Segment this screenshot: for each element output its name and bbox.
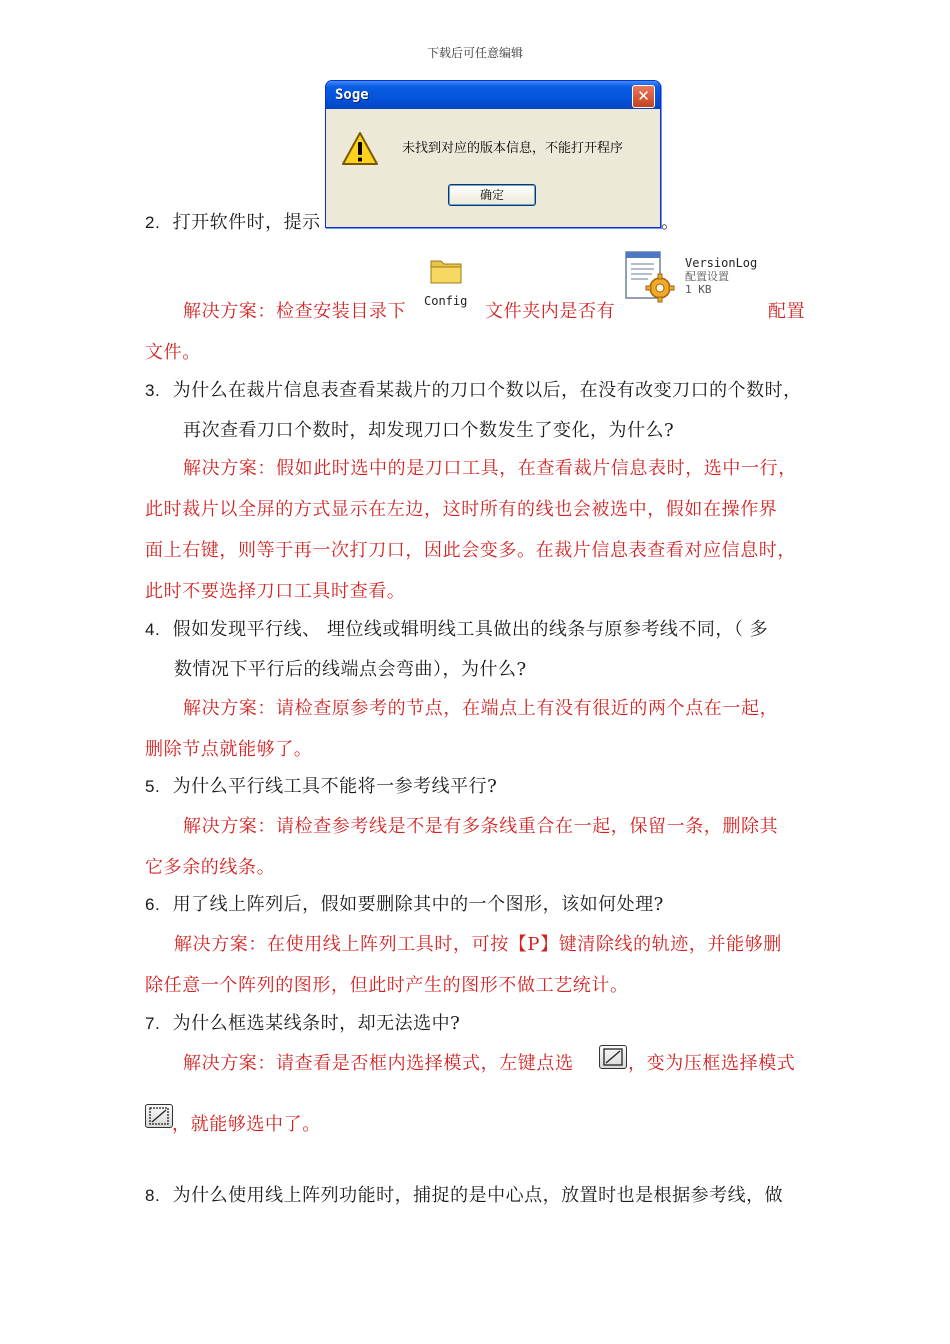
question-5 <box>145 772 497 798</box>
answer-3-line3: 面上右键，则等于再一次打刀口，因此会变多。在裁片信息表查看对应信息时， <box>145 540 796 561</box>
box-select-icon <box>599 1045 627 1069</box>
question-3 <box>145 376 802 402</box>
question-3-line2: 再次查看刀口个数时，却发现刀口个数发生了变化，为什么? <box>183 420 675 441</box>
question-text: 为什么使用线上阵列功能时，捕捉的是中心点，放置时也是根据参考线，做 <box>172 1185 784 1206</box>
box-select-tool <box>599 1045 627 1073</box>
versionlog-file <box>622 250 676 310</box>
folder-icon <box>428 254 464 286</box>
dialog-titlebar <box>326 81 660 109</box>
question-number: 8. <box>145 1186 161 1205</box>
warning-icon <box>341 131 379 167</box>
answer-4-line2: 删除节点就能够了。 <box>145 739 313 760</box>
question-text: 为什么平行线工具不能将一参考线平行? <box>172 776 498 797</box>
answer-7-part1: 解决方案：请查看是否框内选择模式，左键点选 <box>183 1053 574 1074</box>
question-number: 6. <box>145 895 161 914</box>
question-4 <box>145 615 768 641</box>
answer-2-part1: 解决方案：检查安装目录下 <box>183 301 407 322</box>
answer-3-line2: 此时裁片以全屏的方式显示在左边，这时所有的线也会被选中，假如在操作界 <box>145 499 778 520</box>
question-number: 7. <box>145 1014 161 1033</box>
crossing-select-tool <box>145 1104 173 1132</box>
question-8 <box>145 1181 783 1207</box>
question-text: 为什么在裁片信息表查看某裁片的刀口个数以后，在没有改变刀口的个数时， <box>172 380 802 401</box>
question-7 <box>145 1009 460 1035</box>
crossing-select-icon <box>145 1104 173 1128</box>
ok-button[interactable]: 确定 <box>448 184 536 206</box>
dialog-body <box>326 109 660 227</box>
file-size: 1 KB <box>685 283 712 296</box>
answer-3-line4: 此时不要选择刀口工具时查看。 <box>145 581 406 602</box>
answer-5-line2: 它多余的线条。 <box>145 857 276 878</box>
answer-7-part2: ，变为压框选择模式 <box>628 1053 796 1074</box>
answer-6-line2: 除任意一个阵列的图形，但此时产生的图形不做工艺统计。 <box>145 975 629 996</box>
answer-2-part3: 配置 <box>768 301 806 322</box>
question-number: 5. <box>145 777 161 796</box>
question-number: 4. <box>145 620 161 639</box>
question-text: 打开软件时，提示 <box>172 212 321 233</box>
file-details <box>685 257 757 296</box>
error-dialog <box>325 80 661 228</box>
dialog-message: 未找到对应的版本信息，不能打开程序 <box>402 141 624 156</box>
answer-4-line1: 解决方案：请检查原参考的节点，在端点上有没有很近的两个点在一起， <box>183 698 779 719</box>
page-header: 下载后可任意编辑 <box>426 46 523 60</box>
answer-2-part2: 文件夹内是否有 <box>485 301 616 322</box>
question-text: 为什么框选某线条时，却无法选中? <box>172 1013 461 1034</box>
answer-5-line1: 解决方案：请检查参考线是不是有多条线重合在一起，保留一条，删除其 <box>183 816 779 837</box>
question-text: 假如发现平行线、 埋位线或辑明线工具做出的线条与原参考线不同，（ 多 <box>172 619 769 640</box>
question-number: 2. <box>145 213 161 232</box>
answer-7-part3: ，就能够选中了。 <box>172 1114 321 1135</box>
close-button[interactable]: ✕ <box>632 85 655 108</box>
question-2 <box>145 208 321 234</box>
question-2-end: 。 <box>661 212 680 233</box>
question-number: 3. <box>145 381 161 400</box>
folder-label: Config <box>424 294 468 308</box>
question-4-line2: 数情况下平行后的线端点会弯曲），为什么? <box>174 659 527 680</box>
file-name: VersionLog <box>685 256 758 270</box>
dialog-title: Soge <box>335 87 369 103</box>
answer-3-line1: 解决方案：假如此时选中的是刀口工具，在查看裁片信息表时，选中一行， <box>183 458 797 479</box>
question-text: 用了线上阵列后，假如要删除其中的一个图形，该如何处理? <box>172 894 664 915</box>
config-folder <box>428 254 464 290</box>
settings-file-icon <box>622 250 676 306</box>
question-6 <box>145 890 664 916</box>
file-description: 配置设置 <box>685 270 729 283</box>
answer-6-line1: 解决方案：在使用线上阵列工具时，可按【P】键清除线的轨迹，并能够删 <box>174 934 782 955</box>
answer-2-line2: 文件。 <box>145 342 201 363</box>
